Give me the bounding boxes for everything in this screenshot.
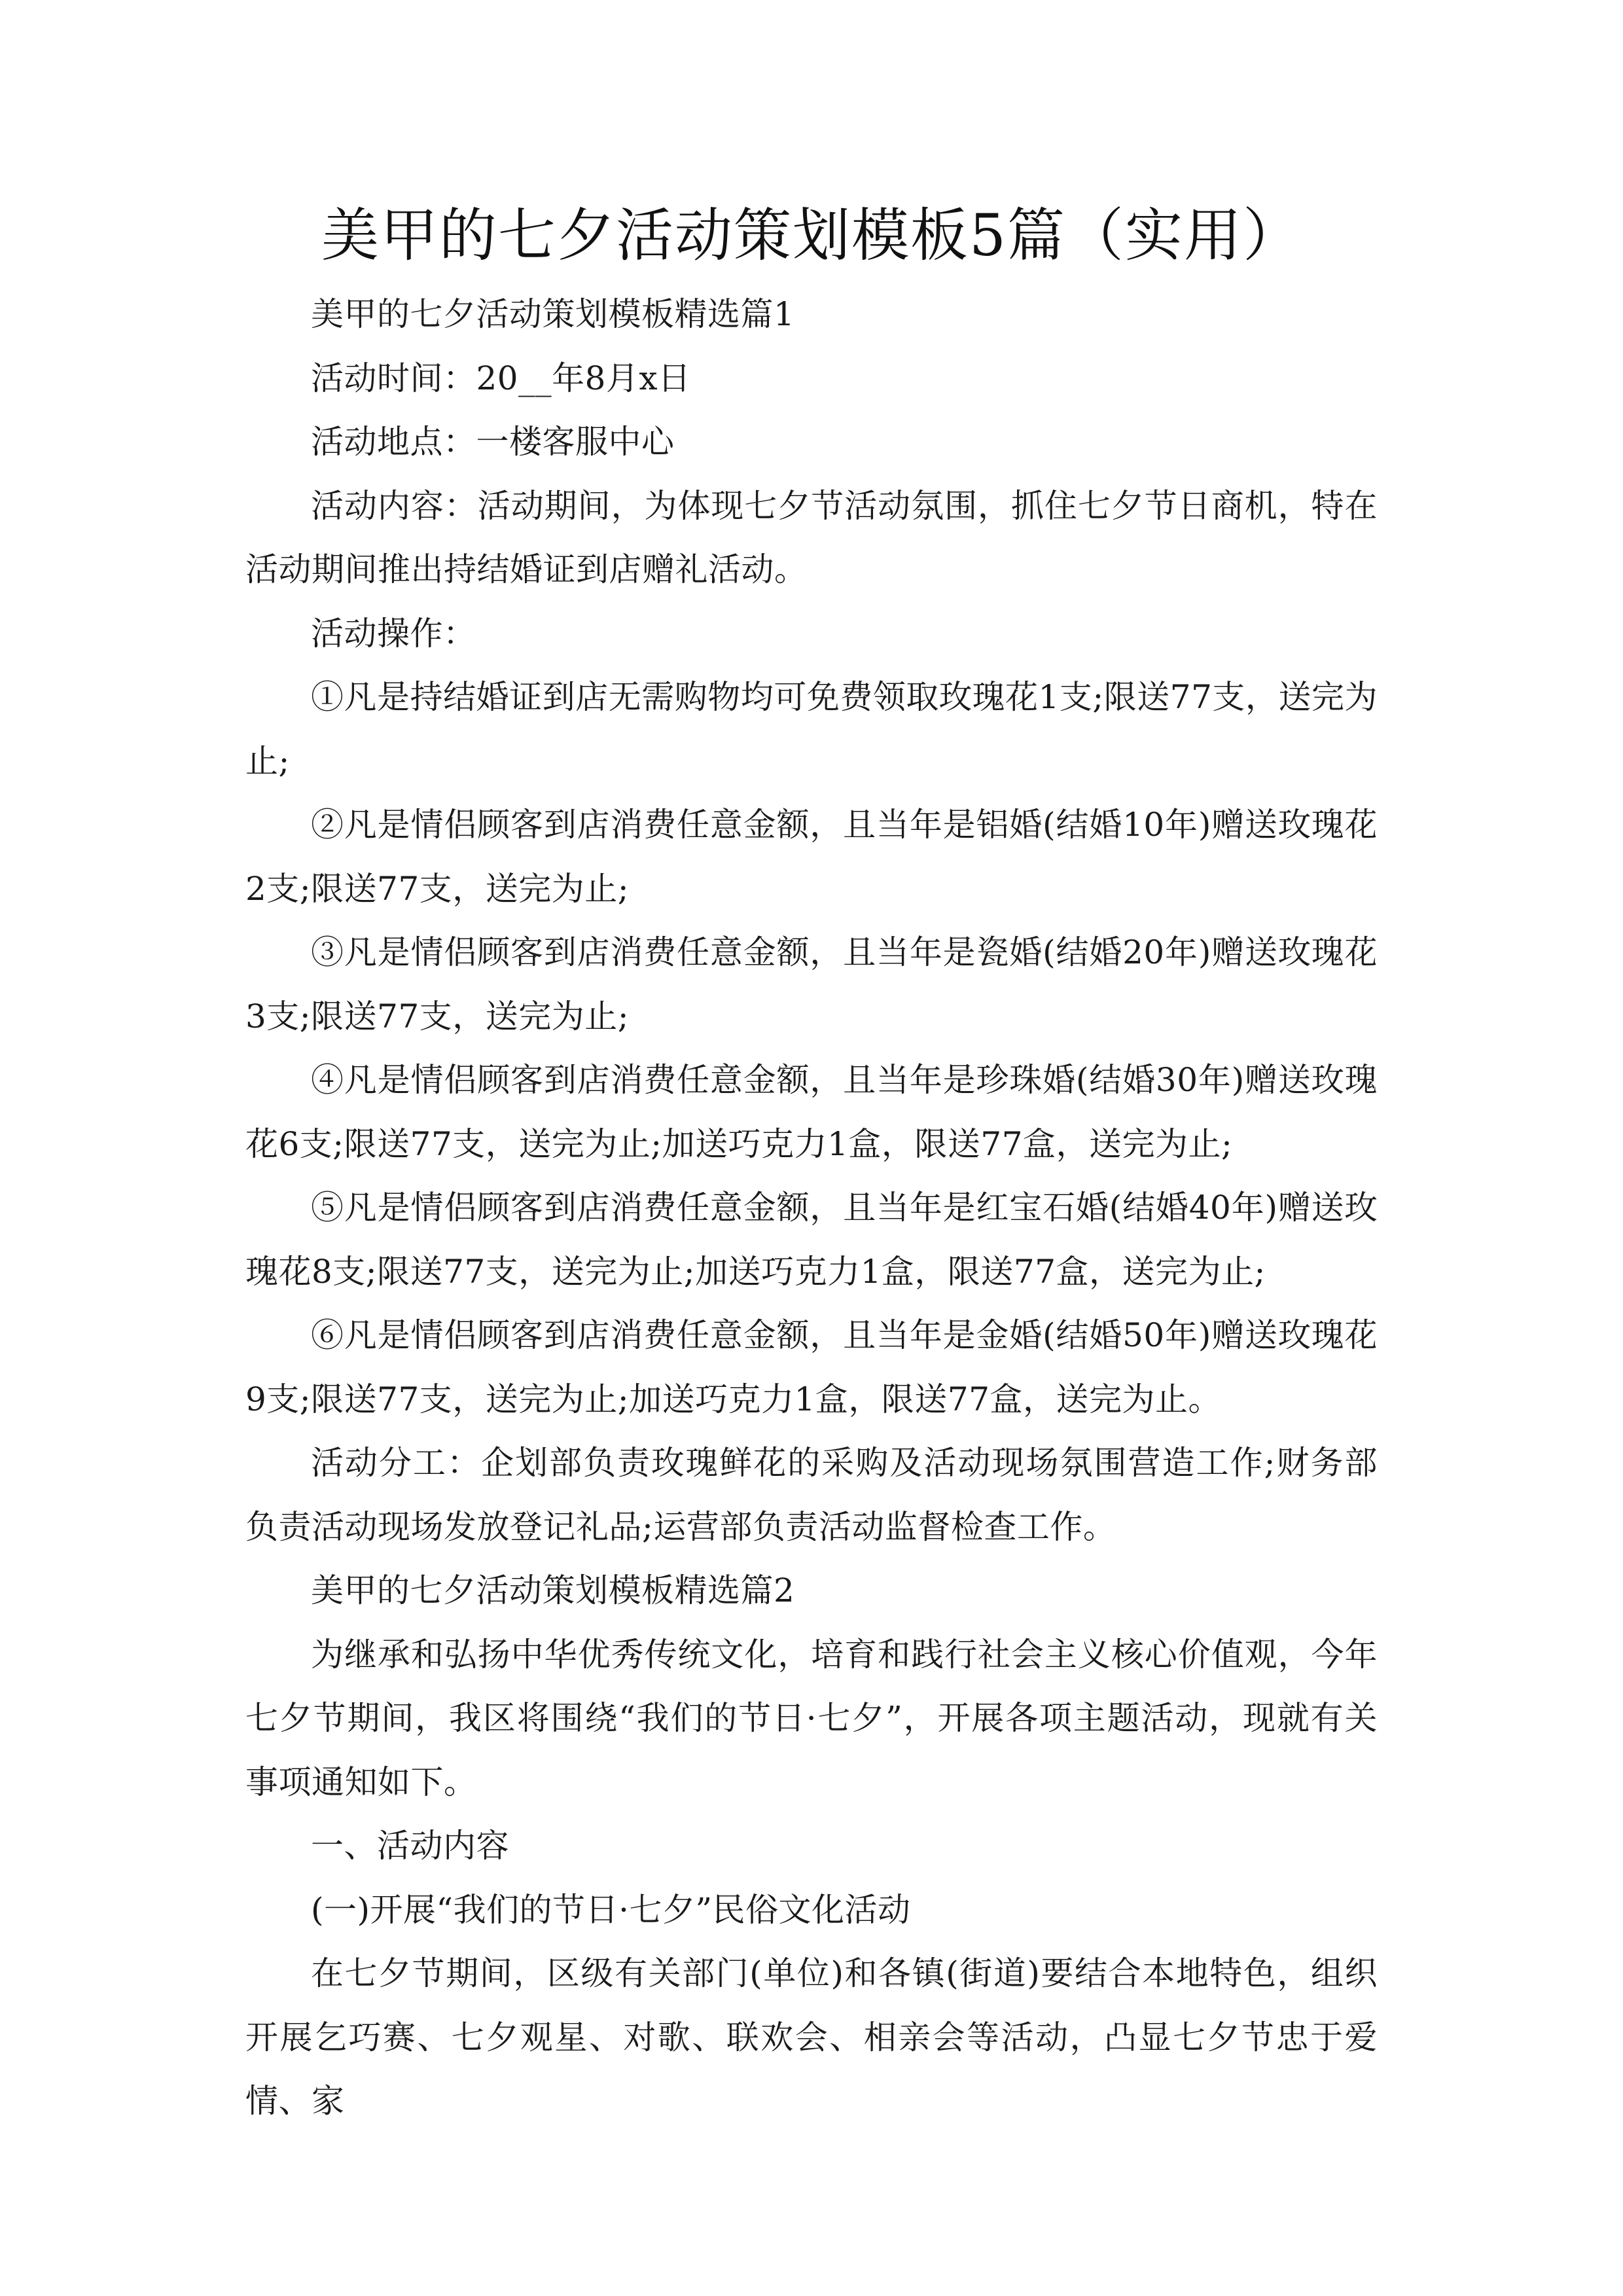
list-item: ③凡是情侣顾客到店消费任意金额，且当年是瓷婚(结婚20年)赠送玫瑰花3支;限送77支，送完为止; — [245, 933, 1378, 1035]
section-heading: 美甲的七夕活动策划模板精选篇2 — [311, 1571, 795, 1609]
section-heading: (一)开展“我们的节日·七夕”民俗文化活动 — [311, 1890, 911, 1929]
list-item: ①凡是持结婚证到店无需购物均可免费领取玫瑰花1支;限送77支，送完为止; — [245, 678, 1378, 780]
document-title: 美甲的七夕活动策划模板5篇（实用） — [321, 202, 1302, 269]
paragraph: 为继承和弘扬中华优秀传统文化，培育和践行社会主义核心价值观，今年七夕节期间，我区将围绕“我们的节日·七夕”，开展各项主题活动，现就有关事项通知如下。 — [245, 1635, 1378, 1801]
paragraph: 活动分工：企划部负责玫瑰鲜花的采购及活动现场氛围营造工作;财务部负责活动现场发放登记礼品;运营部负责活动监督检查工作。 — [245, 1444, 1378, 1546]
paragraph: 活动时间：20__年8月x日 — [311, 359, 691, 397]
section-heading: 一、活动内容 — [311, 1827, 509, 1865]
list-item: ⑤凡是情侣顾客到店消费任意金额，且当年是红宝石婚(结婚40年)赠送玫瑰花8支;限送77支，送完为止;加送巧克力1盒，限送77盒，送完为止; — [245, 1189, 1378, 1291]
list-item: ②凡是情侣顾客到店消费任意金额，且当年是铝婚(结婚10年)赠送玫瑰花2支;限送77支，送完为止; — [245, 806, 1378, 908]
paragraph: 活动内容：活动期间，为体现七夕节活动氛围，抓住七夕节日商机，特在活动期间推出持结婚证到店赠礼活动。 — [245, 486, 1378, 588]
section-heading: 美甲的七夕活动策划模板精选篇1 — [311, 295, 795, 333]
list-item: ④凡是情侣顾客到店消费任意金额，且当年是珍珠婚(结婚30年)赠送玫瑰花6支;限送77支，送完为止;加送巧克力1盒，限送77盒，送完为止; — [245, 1061, 1378, 1163]
paragraph: 在七夕节期间，区级有关部门(单位)和各镇(街道)要结合本地特色，组织开展乞巧赛、七夕观星、对歌、联欢会、相亲会等活动，凸显七夕节忠于爱情、家 — [245, 1954, 1378, 2120]
list-item: ⑥凡是情侣顾客到店消费任意金额，且当年是金婚(结婚50年)赠送玫瑰花9支;限送77支，送完为止;加送巧克力1盒，限送77盒，送完为止。 — [245, 1316, 1378, 1418]
paragraph: 活动地点：一楼客服中心 — [311, 423, 675, 461]
paragraph: 活动操作： — [311, 614, 476, 653]
document-body — [245, 283, 1378, 2134]
